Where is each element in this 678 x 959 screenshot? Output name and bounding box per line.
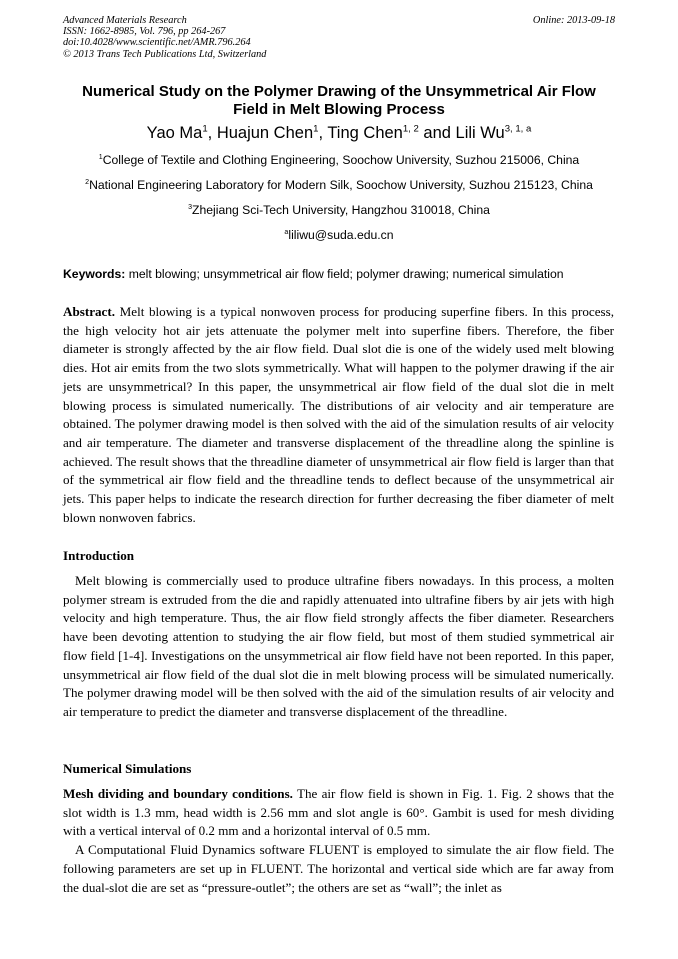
affiliation-3 [58,203,620,217]
mesh-paragraph [63,785,614,841]
abstract-text: Melt blowing is a typical nonwoven process for producing superfine fibers. In this process, the high velocity hot air jets attenuate the polymer melt into superfine fibers. Therefore, the fiber diameter is strongly affected by the air flow field. Dual slot die is one of the widely used melt blowing dies. Hot air emits from the two slots symmetrically. What will happen to the polymer drawing if the air jets are unsymmetrical? In this paper, the unsymmetrical air flow field of the dual slot die in melt blowing process is simulated numerically. The distributions of air velocity and air temperature are obtained. The polymer drawing model is then solved with the aid of the simulation results of air velocity and air temperature. The diameter and transverse displacement of the threadline along the spinline is achieved. The result shows that the threadline diameter of unsymmetrical air flow field is larger than that of the symmetrical air flow field and the threadline tends to deflect because of the unsymmetrical air jets. This paper helps to indicate the research direction for further decreasing the fiber diameter of melt blown nonwoven fabrics. [63,304,614,525]
keywords-text: melt blowing; unsymmetrical air flow field; polymer drawing; numerical simulation [125,267,564,281]
author-separator: , [207,124,217,142]
affiliation-text: Zhejiang Sci-Tech University, Hangzhou 310018, China [192,203,490,217]
author-affil-sup: 1 [202,123,208,135]
doi-line: doi:10.4028/www.scientific.net/AMR.796.264 [63,37,251,49]
author-separator: and [418,124,456,142]
introduction-heading: Introduction [63,548,135,563]
journal-name: Advanced Materials Research [63,15,187,26]
affiliation-sup: 3 [188,203,193,211]
title-line-1: Numerical Study on the Polymer Drawing of the Unsymmetrical Air Flow [82,83,596,100]
abstract [63,303,614,527]
issn-line: ISSN: 1662-8985, Vol. 796, pp 264-267 [63,26,226,38]
numerical-simulations-body [63,785,614,897]
paper-title [58,83,620,119]
affiliation-text: College of Textile and Clothing Engineering, Soochow University, Suzhou 215006, China [102,153,580,167]
online-date: Online: 2013-09-18 [532,15,615,26]
keywords-label: Keywords: [63,267,126,281]
affiliation-2 [58,178,620,192]
author-affil-sup: 3, 1, a [504,123,532,135]
affiliation-sup: a [284,228,289,236]
author-name: Huajun Chen [216,124,314,142]
author-list [58,123,620,143]
author-name: Ting Chen [327,124,403,142]
keywords [63,267,618,281]
corresponding-email [58,228,620,242]
fluent-paragraph: A Computational Fluid Dynamics software FLUENT is employed to simulate the air flow field. The following parameters are set up in FLUENT. The horizontal and vertical side which are far away from the dual-slot die are set as “pressure-outlet”; the others are set as “wall”; the inlet as [63,842,614,895]
author-separator: , [318,124,328,142]
author-name: Lili Wu [455,124,505,142]
numerical-simulations-heading: Numerical Simulations [63,761,192,776]
affiliation-sup: 2 [85,178,90,186]
abstract-label: Abstract. [63,304,115,319]
affiliation-text: National Engineering Laboratory for Modern Silk, Soochow University, Suzhou 215123, China [89,178,593,192]
mesh-subheading: Mesh dividing and boundary conditions. [63,786,293,801]
journal-header [63,15,266,60]
title-line-2: Field in Melt Blowing Process [233,101,445,118]
author-affil-sup: 1 [313,123,319,135]
author-affil-sup: 1, 2 [402,123,419,135]
affiliation-1 [58,153,620,167]
introduction-paragraph: Melt blowing is commercially used to produce ultrafine fibers nowadays. In this process, a molten polymer stream is extruded from the die and rapidly attenuated into ultrafine fibers by air jets with high velocity and high temperature. Thus, the air flow field strongly affects the fiber diameter. Researchers have been devoting attention to studying the air flow field, but most of them studied symmetrical air flow field [1-4]. Investigations on the unsymmetrical air flow field have not been reported. In this paper, unsymmetrical air flow field of the dual slot die in melt blowing process will be simulated numerically. The polymer drawing model will be then solved with the aid of the simulation results of air velocity and air temperature to predict the diameter and transverse displacement of the threadline. [63,573,614,719]
email-link[interactable]: liliwu@suda.edu.cn [288,228,394,242]
copyright-line: © 2013 Trans Tech Publications Ltd, Switzerland [63,48,267,60]
introduction-body [63,572,614,722]
author-name: Yao Ma [146,124,203,142]
affiliation-sup: 1 [98,153,103,161]
mesh-paragraph-text: The air flow field is shown in Fig. 1. Fig. 2 shows that the slot width is 1.3 mm, head width is 2.56 mm and slot angle is 60°. Gambit is used for mesh dividing with a vertical interval of 0.2 mm and a horizontal interval of 0.5 mm. [63,786,614,839]
